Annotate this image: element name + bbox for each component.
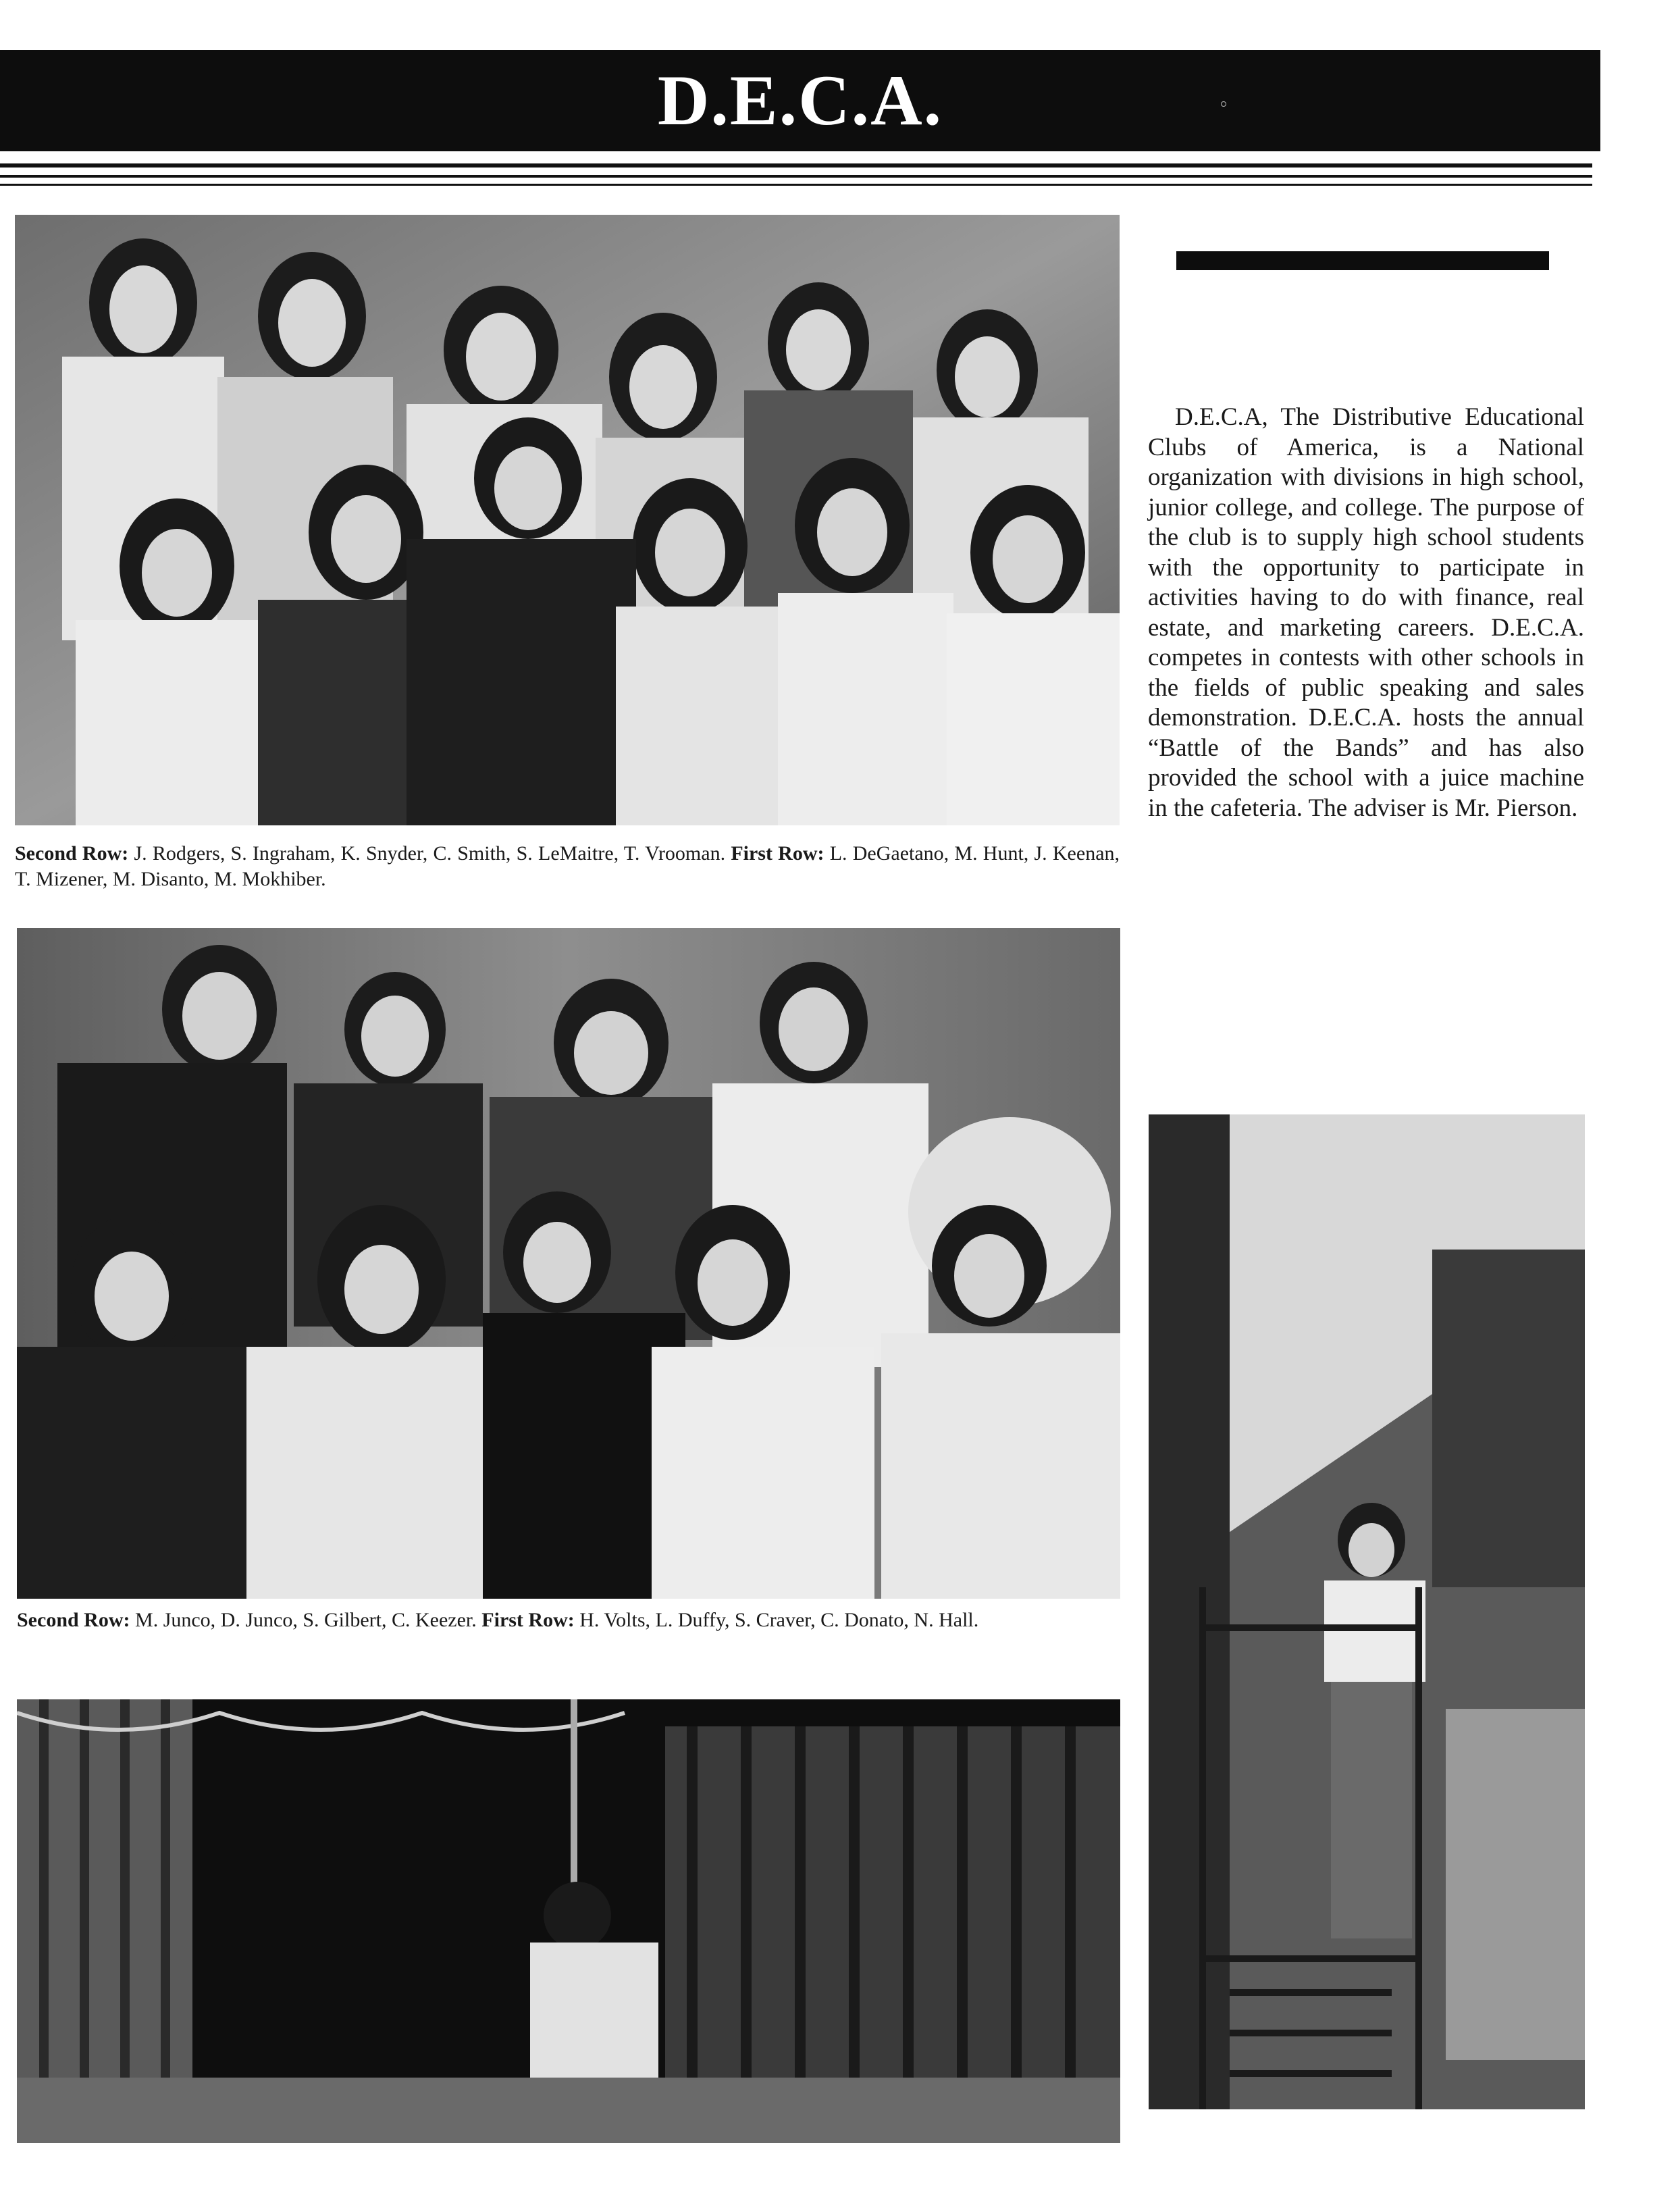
caption-first-row-names: H. Volts, L. Duffy, S. Craver, C. Donato, N. Hall. <box>574 1609 979 1631</box>
caption-second-row-names: M. Junco, D. Junco, S. Gilbert, C. Keezer. <box>130 1609 482 1631</box>
caption-second-row-label: Second Row: <box>17 1609 130 1631</box>
group-one-caption <box>15 841 1120 892</box>
title-rule-2 <box>0 175 1592 178</box>
page-title: D.E.C.A. <box>0 50 1600 151</box>
caption-first-row-label: First Row: <box>731 842 824 865</box>
caption-first-row-label: First Row: <box>481 1609 575 1631</box>
caption-second-row-label: Second Row: <box>15 842 129 865</box>
ladder-photo <box>1149 1114 1585 2109</box>
sidebar-rule <box>1176 251 1549 270</box>
group-photo-two <box>17 928 1120 1599</box>
stage-photo <box>17 1699 1120 2143</box>
article-body: D.E.C.A, The Distributive Educational Clubs of America, is a National organization with divisions in high school, junior college, and college. The purpose of the club is to supply high school students with the opportunity to participate in activities having to do with finance, real estate, and marketing careers. D.E.C.A. competes in contests with other schools in the fields of public speaking and sales demonstration. D.E.C.A. hosts the annual “Battle of the Bands” and has also provided the school with a juice machine in the cafeteria. The adviser is Mr. Pierson. <box>1148 403 1584 822</box>
caption-first-row-names: L. DeGaetano, M. Hunt, J. Keenan, T. Mizener, M. Disanto, M. Mokhiber. <box>15 842 1120 890</box>
caption-second-row-names: J. Rodgers, S. Ingraham, K. Snyder, C. Smith, S. LeMaitre, T. Vrooman. <box>128 842 731 865</box>
title-rule-3 <box>0 184 1592 186</box>
group-two-caption <box>17 1607 1120 1633</box>
title-rule-1 <box>0 163 1592 168</box>
group-photo-one <box>15 215 1120 825</box>
printer-mark <box>1221 101 1226 107</box>
